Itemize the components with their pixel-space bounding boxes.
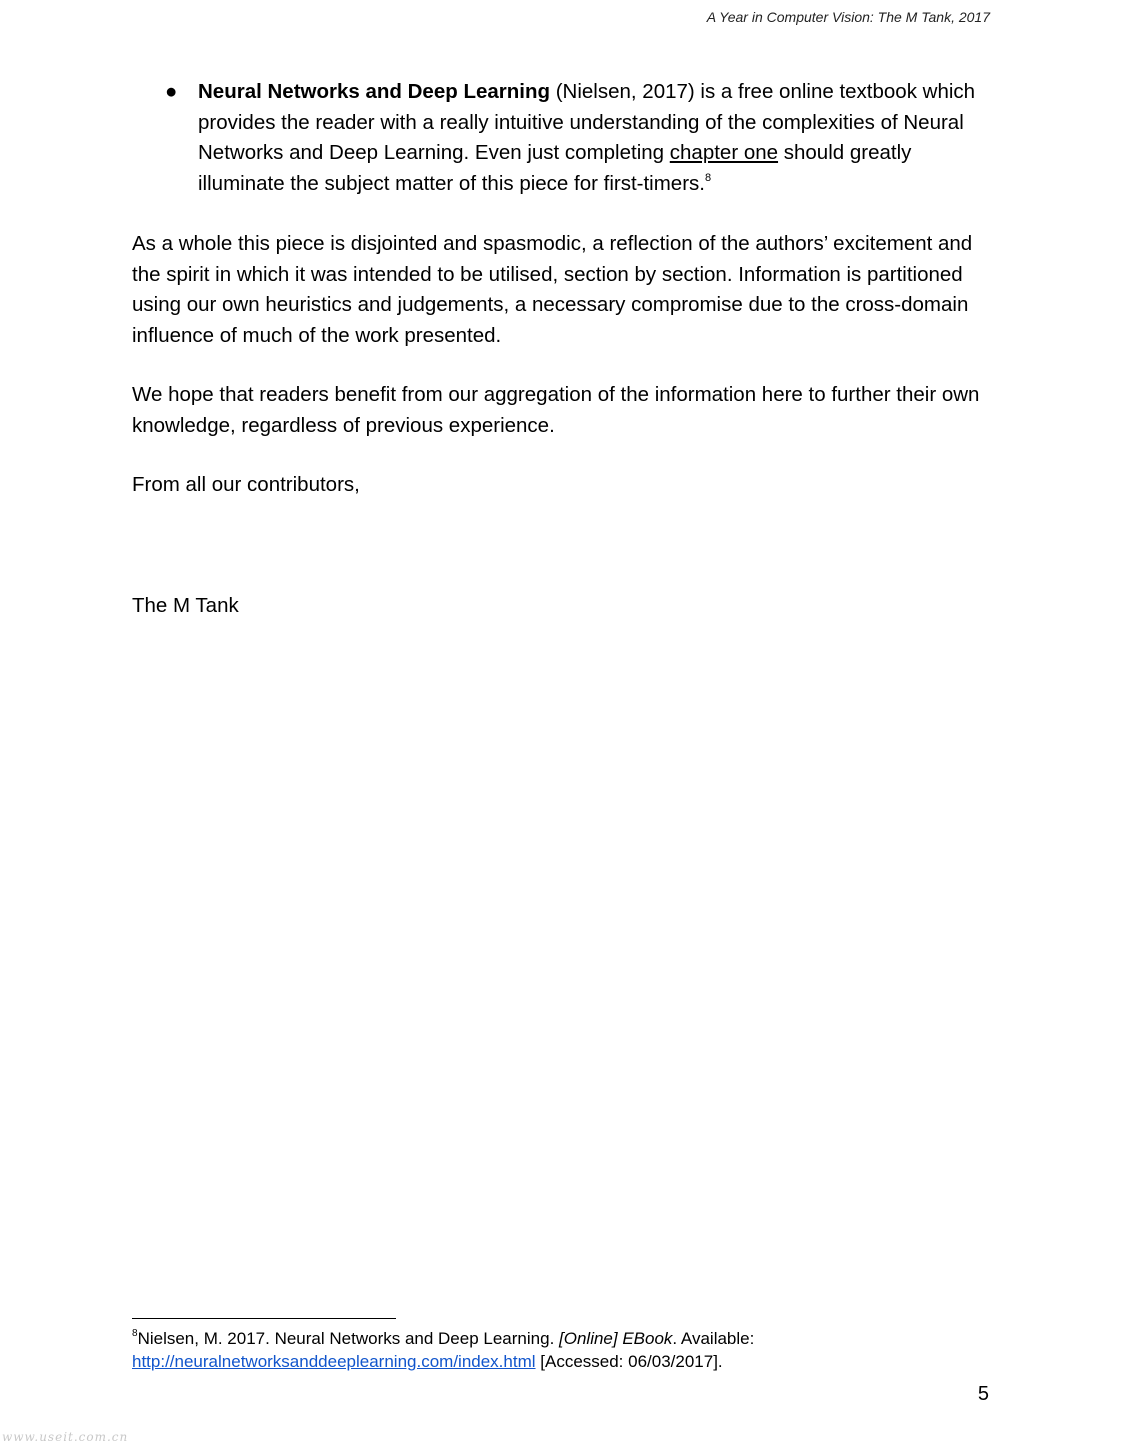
paragraph-closing: From all our contributors,	[132, 473, 360, 496]
bullet-text-after-link: should greatly illuminate the subject matter of this piece for first-timers.	[198, 141, 912, 195]
book-title: Neural Networks and Deep Learning	[198, 80, 551, 103]
watermark: www.useit.com.cn	[2, 1430, 129, 1444]
bullet-content	[198, 77, 995, 199]
bullet-text-before-link: (Nielsen, 2017) is a free online textbook which provides the reader with a really intuitive understanding of the complexities of Neural Networks and Deep Learning. Even just completing	[198, 80, 976, 164]
running-header: A Year in Computer Vision: The M Tank, 2017	[706, 9, 990, 25]
paragraph-hope: We hope that readers benefit from our aggregation of the information here to further their own knowledge, regardless of previous experience.	[132, 383, 980, 437]
footnote-number: 8	[132, 1328, 138, 1339]
signature: The M Tank	[132, 594, 239, 617]
footnote-citation: Nielsen, M. 2017. Neural Networks and Deep Learning.	[137, 1329, 560, 1348]
bullet-list-item	[165, 77, 995, 199]
footnote-available: . Available:	[672, 1329, 755, 1348]
footnote	[132, 1328, 992, 1373]
page-number: 5	[977, 1383, 989, 1405]
chapter-one-link[interactable]: chapter one	[669, 141, 779, 164]
paragraph-overview: As a whole this piece is disjointed and spasmodic, a reflection of the authors’ excitement and the spirit in which it was intended to be utilised, section by section. Information is partitioned using our own heuristics and judgements, a necessary compromise due to the cross-domain influence of much of the work presented.	[132, 232, 973, 347]
footnote-accessed: [Accessed: 06/03/2017].	[535, 1351, 723, 1371]
footnote-divider	[132, 1318, 396, 1319]
bullet-marker: ●	[165, 80, 178, 103]
footnote-reference[interactable]: 8	[705, 171, 712, 184]
footnote-url-link[interactable]: http://neuralnetworksanddeeplearning.com/index.html	[132, 1351, 536, 1371]
footnote-format: [Online] EBook	[559, 1329, 673, 1348]
